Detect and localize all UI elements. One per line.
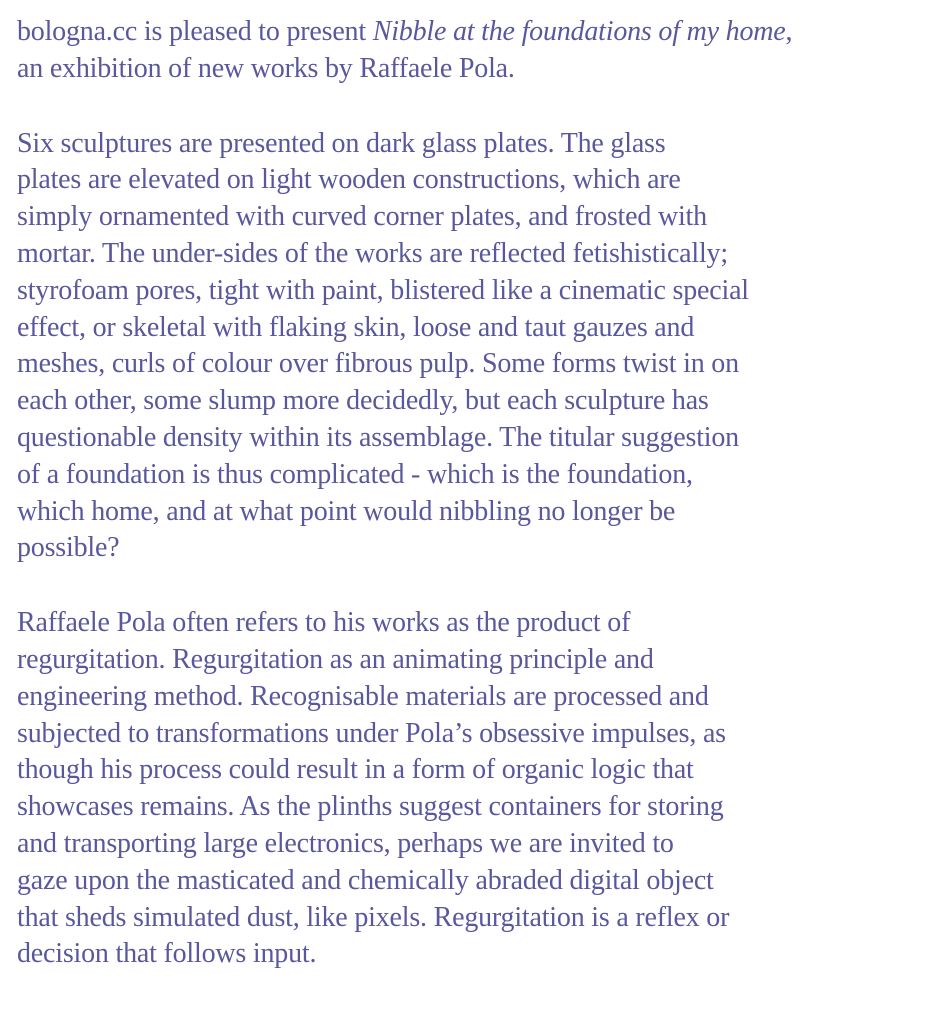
text-line: [17, 236, 920, 273]
text-line: [17, 51, 920, 88]
text-line: [17, 789, 920, 826]
text-line: [17, 752, 920, 789]
text-run: showcases remains. As the plinths suggest containers for storing: [17, 791, 724, 823]
text-run: regurgitation. Regurgitation as an animating principle and: [17, 643, 654, 675]
text-line: [17, 642, 920, 679]
text-line: [17, 494, 920, 531]
text-run: an exhibition of new works by Raffaele Pola.: [17, 52, 515, 84]
text-run: decision that follows input.: [17, 938, 317, 970]
text-line: [17, 936, 920, 973]
text-run: styrofoam pores, tight with paint, blistered like a cinematic special: [17, 274, 749, 306]
text-run: possible?: [17, 532, 120, 564]
text-run: mortar. The under-sides of the works are reflected fetishistically;: [17, 237, 728, 269]
text-run: ,: [785, 16, 793, 47]
text-line: [17, 900, 920, 937]
text-line: [17, 863, 920, 900]
text-run: engineering method. Recognisable materials are processed and: [17, 680, 709, 712]
text-line: [17, 126, 920, 163]
text-run: and transporting large electronics, perhaps we are invited to: [17, 827, 674, 859]
text-run: Six sculptures are presented on dark glass plates. The glass: [17, 127, 666, 159]
paragraph: [17, 14, 920, 88]
text-run: though his process could result in a form of organic logic that: [17, 754, 694, 786]
text-line: [17, 162, 920, 199]
text-run: that sheds simulated dust, like pixels. Regurgitation is a reflex or: [17, 901, 730, 933]
text-line: [17, 605, 920, 642]
text-line: [17, 716, 920, 753]
text-line: [17, 310, 920, 347]
text-run: which home, and at what point would nibbling no longer be: [17, 495, 676, 527]
paragraph: [17, 126, 920, 568]
text-run: Raffaele Pola often refers to his works as the product of: [17, 607, 631, 639]
text-run: each other, some slump more decidedly, but each sculpture has: [17, 385, 709, 417]
text-run: effect, or skeletal with flaking skin, loose and taut gauzes and: [17, 311, 695, 343]
text-line: [17, 530, 920, 567]
italic-text-run: Nibble at the foundations of my home: [372, 16, 786, 47]
paragraph: [17, 605, 920, 973]
text-run: subjected to transformations under Pola’s obsessive impulses, as: [17, 717, 726, 749]
text-line: [17, 679, 920, 716]
text-line: [17, 420, 920, 457]
text-line: [17, 199, 920, 236]
text-run: plates are elevated on light wooden constructions, which are: [17, 164, 681, 196]
text-run: simply ornamented with curved corner plates, and frosted with: [17, 201, 707, 233]
text-run: gaze upon the masticated and chemically abraded digital object: [17, 864, 714, 896]
text-run: questionable density within its assemblage. The titular suggestion: [17, 421, 739, 453]
text-line: [17, 826, 920, 863]
text-line: [17, 14, 920, 51]
text-line: [17, 383, 920, 420]
text-run: bologna.cc is pleased to present: [17, 16, 373, 47]
text-line: [17, 273, 920, 310]
text-run: meshes, curls of colour over fibrous pulp. Some forms twist in on: [17, 348, 739, 380]
text-line: [17, 457, 920, 494]
text-run: of a foundation is thus complicated - which is the foundation,: [17, 458, 693, 490]
text-line: [17, 346, 920, 383]
